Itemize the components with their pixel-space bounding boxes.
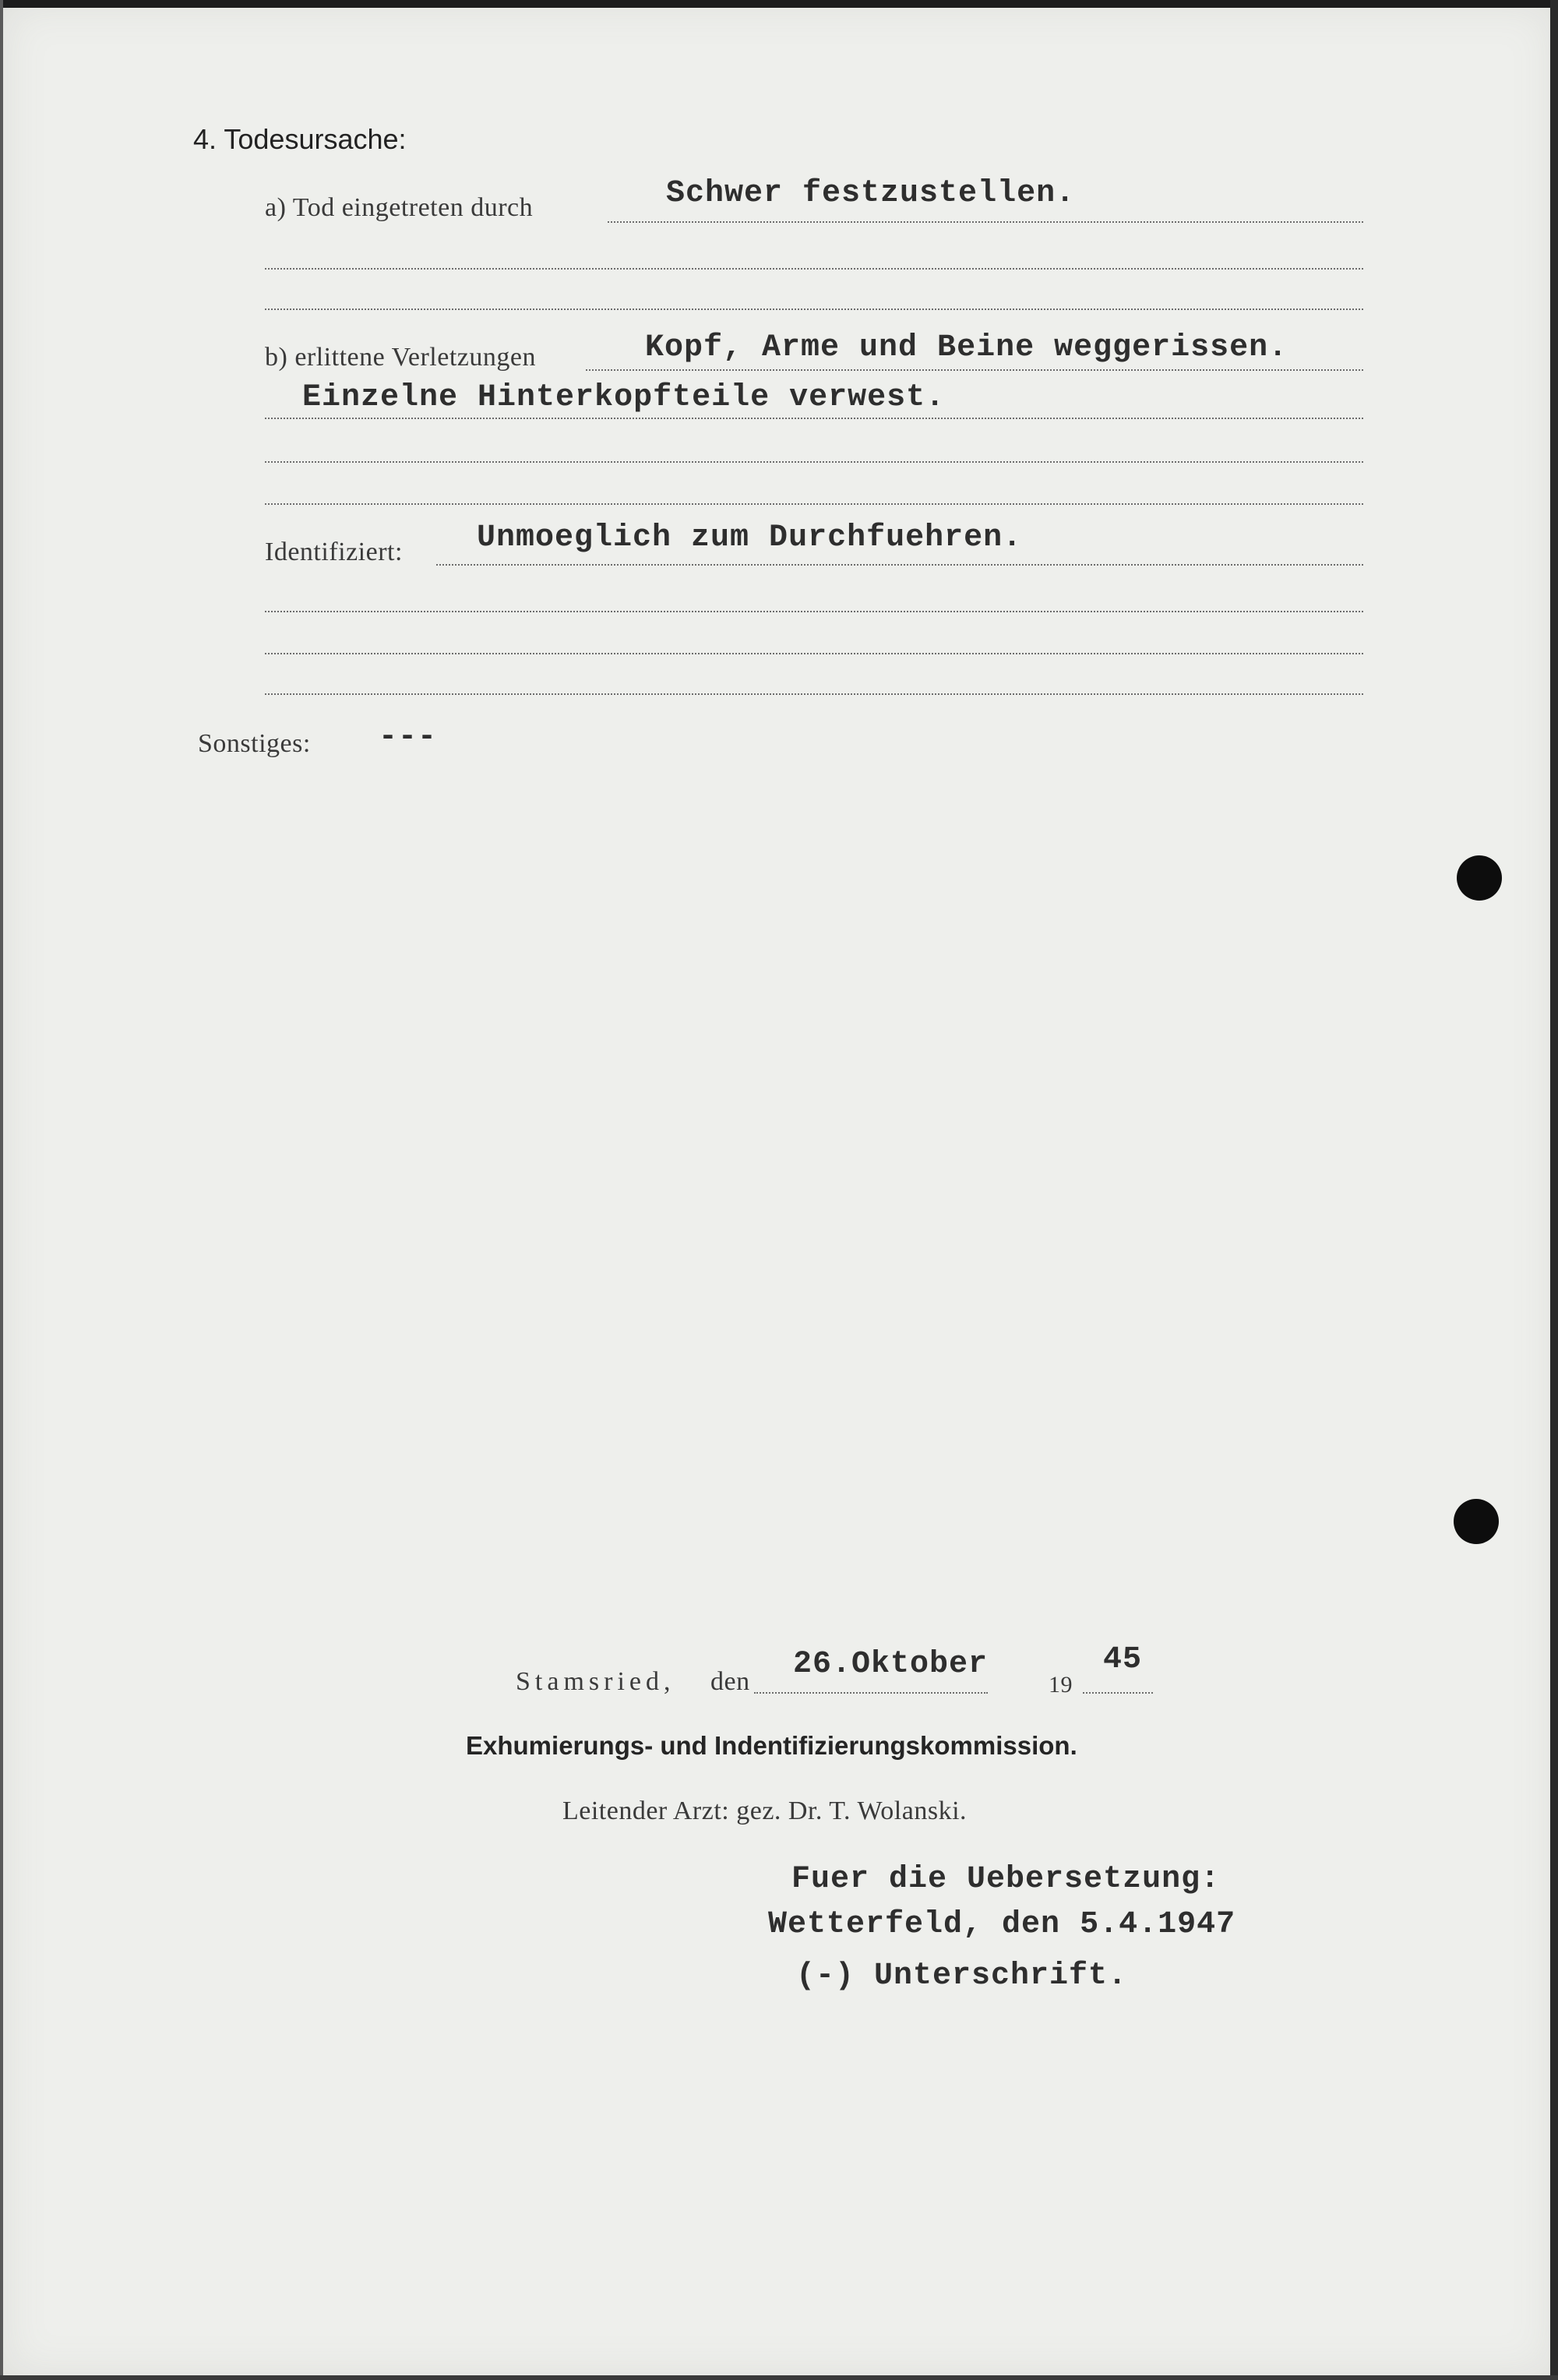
identified-dotline [436, 564, 1363, 566]
year-suffix: 45 [1103, 1642, 1143, 1677]
injuries-value-line2: Einzelne Hinterkopfteile verwest. [302, 380, 946, 415]
other-value: --- [379, 720, 438, 755]
place-name: Stamsried, [516, 1667, 675, 1696]
identified-blank-line-1 [265, 611, 1363, 612]
identified-blank-line-3 [265, 693, 1363, 695]
identified-blank-line-2 [265, 653, 1363, 654]
translation-line3: (-) Unterschrift. [796, 1959, 1128, 1994]
page-top-edge [0, 0, 1558, 8]
injuries-line2-dotline [265, 418, 1363, 419]
injuries-blank-line-2 [265, 503, 1363, 505]
place-den: den [710, 1667, 750, 1696]
doctor-signature-line: Leitender Arzt: gez. Dr. T. Wolanski. [562, 1796, 968, 1825]
cause-label: a) Tod eingetreten durch [265, 193, 534, 222]
section-heading: 4. Todesursache: [193, 123, 407, 155]
cause-blank-line-2 [265, 309, 1363, 310]
cause-value: Schwer festzustellen. [666, 176, 1076, 211]
translation-line1: Fuer die Uebersetzung: [791, 1862, 1221, 1897]
injuries-label: b) erlittene Verletzungen [265, 343, 536, 372]
page-bottom-edge [0, 2375, 1558, 2380]
other-label: Sonstiges: [198, 729, 311, 758]
page-left-edge [0, 0, 3, 2380]
cause-blank-line-1 [265, 268, 1363, 270]
date-day-month: 26.Oktober [793, 1647, 989, 1682]
cause-dotline [608, 221, 1363, 223]
year-dotline [1083, 1692, 1153, 1694]
injuries-dotline [586, 369, 1363, 371]
identified-label: Identifiziert: [265, 538, 403, 566]
date-dotline [754, 1692, 988, 1694]
year-prefix: 19 [1049, 1672, 1073, 1698]
punch-hole-upper [1457, 855, 1502, 901]
injuries-value-line1: Kopf, Arme und Beine weggerissen. [645, 330, 1288, 365]
injuries-blank-line-1 [265, 461, 1363, 463]
commission-title: Exhumierungs- und Indentifizierungskommission. [466, 1731, 1077, 1760]
translation-line2: Wetterfeld, den 5.4.1947 [768, 1907, 1236, 1942]
punch-hole-lower [1454, 1499, 1499, 1544]
page-right-edge [1550, 0, 1558, 2380]
identified-value: Unmoeglich zum Durchfuehren. [477, 520, 1023, 555]
